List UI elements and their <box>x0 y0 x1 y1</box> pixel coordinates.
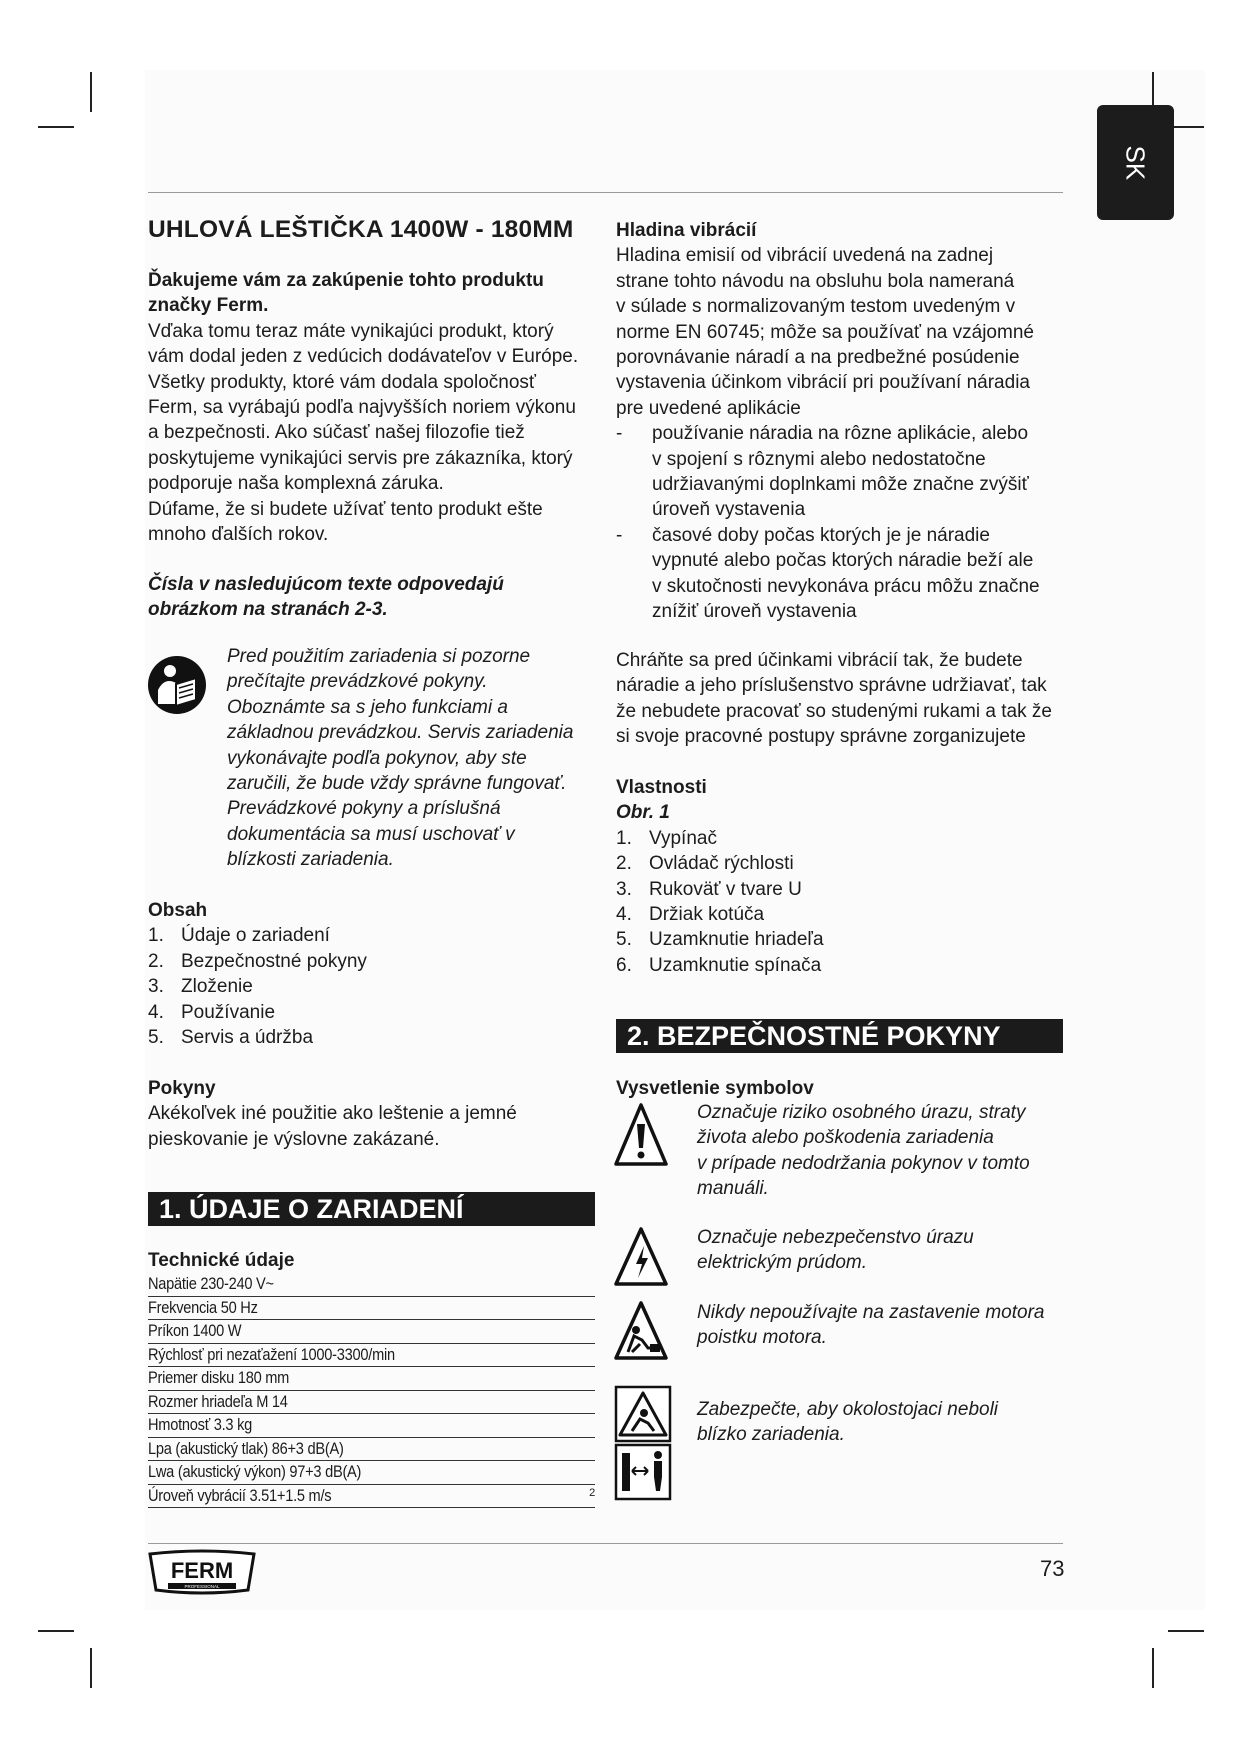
table-cell: Úroveň vybrácií 3.51+1.5 m/s <box>148 1485 332 1505</box>
manual-note-line: blízkosti zariadenia. <box>227 849 394 871</box>
bullet-item <box>616 421 1086 523</box>
table-row <box>148 1320 595 1344</box>
table-cell: Hmotnosť 3.3 kg <box>148 1415 253 1434</box>
list-item <box>148 1000 608 1025</box>
symbol-line: Označuje nebezpečenstvo úrazu <box>697 1227 974 1248</box>
table-row <box>148 1273 595 1297</box>
symbol-line: Nikdy nepoužívajte na zastavenie motora <box>697 1302 1045 1323</box>
bullet-line: časové doby počas ktorých je je náradie <box>652 524 990 546</box>
table-row <box>148 1438 595 1462</box>
table-cell: Priemer disku 180 mm <box>148 1368 290 1387</box>
item-number: 6. <box>616 954 632 976</box>
item-text: Používanie <box>181 1001 276 1023</box>
pokyny-heading: Pokyny <box>148 1078 216 1099</box>
manual-note-line: vykonávajte podľa pokynov, aby ste <box>227 747 527 769</box>
manual-note-line: Pred použitím zariadenia si pozorne <box>227 646 531 667</box>
bullet-item <box>616 523 1086 625</box>
table-cell: Frekvencia 50 Hz <box>148 1297 258 1317</box>
motor-lock-warning-icon <box>614 1300 668 1362</box>
manual-note <box>227 644 607 873</box>
symbol-line: Zabezpečte, aby okolostojaci neboli <box>697 1399 999 1420</box>
bullet-line: vypnuté alebo počas ktorých náradie beží ale <box>652 550 1034 572</box>
item-text: Servis a údržba <box>181 1027 314 1049</box>
intro-line: podporuje naša komplexná záruka. <box>148 473 444 495</box>
vibration-line: norme EN 60745; môže sa používať na vzájomné <box>616 321 1034 343</box>
numbers-note-line: Čísla v nasledujúcom texte odpovedajú <box>148 574 504 595</box>
bullet-line: úroveň vystavenia <box>652 499 806 521</box>
table-cell: Lwa (akustický výkon) 97+3 dB(A) <box>148 1462 362 1481</box>
manual-note-line: zaručili, že bude vždy správne fungovať. <box>227 773 567 795</box>
crop-mark <box>1168 1630 1204 1632</box>
list-item <box>616 851 1086 876</box>
contents-heading: Obsah <box>148 900 208 921</box>
intro-line: poskytujeme vynikajúci servis pre zákazníka, ktorý <box>148 447 573 469</box>
list-item <box>616 902 1086 927</box>
item-number: 2. <box>616 853 632 875</box>
table-row <box>148 1414 595 1438</box>
vibration-line: porovnávanie náradí a na predbežné posúdenie <box>616 347 1020 369</box>
crop-mark <box>90 1648 92 1688</box>
bullet-dash: - <box>616 524 623 546</box>
item-text: Rukoväť v tvare U <box>649 878 802 900</box>
list-item <box>148 949 608 974</box>
table-row <box>148 1297 595 1321</box>
vibration-line: pre uvedené aplikácie <box>616 397 801 419</box>
item-number: 5. <box>148 1027 164 1049</box>
manual-note-line: prečítajte prevádzkové pokyny. <box>227 671 488 693</box>
section-2-band: 2. BEZPEČNOSTNÉ POKYNY <box>616 1019 1063 1053</box>
intro-line: Dúfame, že si budete užívať tento produkt ešte <box>148 498 543 520</box>
bullet-line: udržiavanými doplnkami môže značne zvýšiť <box>652 474 1029 496</box>
electric-shock-icon <box>614 1226 668 1288</box>
bullet-line: v spojení s rôznymi alebo nedostatočne <box>652 448 986 470</box>
table-row <box>148 1391 595 1415</box>
item-number: 2. <box>148 950 164 972</box>
page-title: UHLOVÁ LEŠTIČKA 1400W - 180MM <box>148 216 574 243</box>
list-item <box>148 923 608 948</box>
crop-mark <box>38 126 74 128</box>
manual-note-line: základnou prevádzkou. Servis zariadenia <box>227 722 574 744</box>
logo-subtext: PROFESSIONAL <box>184 1584 220 1589</box>
features-heading: Vlastnosti <box>616 777 707 798</box>
contents <box>148 898 608 1050</box>
numbers-note-line: obrázkom na stranách 2-3. <box>148 599 388 621</box>
vibration-protect <box>616 648 1096 750</box>
item-text: Ovládač rýchlosti <box>649 853 794 875</box>
pokyny-line: Akékoľvek iné použitie ako leštenie a jemné <box>148 1103 517 1125</box>
intro-line: mnoho ďalších rokov. <box>148 524 329 546</box>
read-manual-icon <box>146 654 208 716</box>
crop-mark <box>38 1630 74 1632</box>
numbers-note <box>148 572 608 623</box>
keep-bystanders-away-icon <box>614 1385 672 1501</box>
vibration-line: v súlade s normalizovaným testom uvedeným v <box>616 296 1016 318</box>
bullet-line: používanie náradia na rôzne aplikácie, alebo <box>652 423 1029 445</box>
list-item <box>148 974 608 999</box>
intro-heading-1: Ďakujeme vám za zakúpenie tohto produktu <box>148 270 544 291</box>
item-number: 1. <box>616 827 632 849</box>
bullet-line: znížiť úroveň vystavenia <box>652 601 857 623</box>
protect-line: si svoje pracovné postupy správne zorganizujete <box>616 726 1026 748</box>
symbol-1-text <box>697 1100 1097 1202</box>
tech-table <box>148 1273 595 1508</box>
protect-line: náradie a jeho príslušenstvo správne udržiavať, tak <box>616 675 1047 697</box>
pokyny-line: pieskovanie je výslovne zakázané. <box>148 1128 440 1150</box>
symbol-line: Označuje riziko osobného úrazu, straty <box>697 1102 1026 1123</box>
symbol-line: v prípade nedodržania pokynov v tomto <box>697 1152 1030 1174</box>
table-row <box>148 1485 595 1509</box>
table-cell: Napätie 230-240 V~ <box>148 1274 274 1293</box>
intro-line: Vďaka tomu teraz máte vynikajúci produkt, ktorý <box>148 320 554 342</box>
symbols-heading: Vysvetlenie symbolov <box>616 1078 814 1099</box>
intro-heading-2: značky Ferm. <box>148 295 269 317</box>
intro-line: vám dodal jeden z vedúcich dodávateľov v Európe. <box>148 346 579 368</box>
table-row <box>148 1367 595 1391</box>
table-cell: Príkon 1400 W <box>148 1321 242 1340</box>
language-tab: SK <box>1097 105 1174 220</box>
vibration-line: Hladina emisií od vibrácií uvedená na zadnej <box>616 245 994 267</box>
item-text: Držiak kotúča <box>649 904 765 926</box>
item-text: Zloženie <box>181 976 253 998</box>
item-text: Údaje o zariadení <box>181 925 330 947</box>
ferm-logo <box>148 1548 256 1596</box>
tech-heading: Technické údaje <box>148 1250 295 1271</box>
table-cell: Lpa (akustický tlak) 86+3 dB(A) <box>148 1438 344 1458</box>
vibration <box>616 218 1086 625</box>
item-number: 1. <box>148 925 164 947</box>
item-number: 4. <box>616 904 632 926</box>
crop-mark <box>1152 1648 1154 1688</box>
bullet-dash: - <box>616 423 623 445</box>
protect-line: že nebudete pracovať so studenými rukami a tak že <box>616 700 1052 722</box>
item-number: 3. <box>616 878 632 900</box>
list-item <box>616 826 1086 851</box>
bullet-line: v skutočnosti nevykonáva prácu môžu značne <box>652 575 1040 597</box>
list-item <box>616 877 1086 902</box>
symbol-4-text <box>697 1397 1097 1448</box>
top-rule <box>148 192 1063 193</box>
symbol-2-text <box>697 1225 1097 1276</box>
table-row <box>148 1344 595 1368</box>
manual-note-line: Oboznámte sa s jeho funkciami a <box>227 696 508 718</box>
superscript: 2 <box>589 1486 595 1499</box>
symbol-3-text <box>697 1300 1097 1351</box>
item-number: 3. <box>148 976 164 998</box>
logo-text: FERM <box>170 1558 234 1583</box>
page-number: 73 <box>1040 1556 1065 1581</box>
vibration-line: vystavenia účinkom vibrácií pri používaní náradia <box>616 372 1030 394</box>
list-item <box>616 927 1086 952</box>
intro-line: Ferm, sa vyrábajú podľa najvyšších noriem výkonu <box>148 397 576 419</box>
symbol-line: života alebo poškodenia zariadenia <box>697 1127 994 1149</box>
item-text: Uzamknutie hriadeľa <box>649 929 824 951</box>
features-figure-ref: Obr. 1 <box>616 802 670 824</box>
table-row <box>148 1461 595 1485</box>
manual-note-line: dokumentácia sa musí uschovať v <box>227 823 515 845</box>
protect-line: Chráňte sa pred účinkami vibrácií tak, že budete <box>616 650 1023 671</box>
features <box>616 775 1086 978</box>
crop-mark <box>90 72 92 112</box>
intro <box>148 268 608 547</box>
item-number: 4. <box>148 1001 164 1023</box>
manual-note-line: Prevádzkové pokyny a príslušná <box>227 798 501 820</box>
item-text: Uzamknutie spínača <box>649 954 822 976</box>
list-item <box>148 1025 608 1050</box>
vibration-line: strane tohto návodu na obsluhu bola nameraná <box>616 270 1015 292</box>
symbol-line: manuáli. <box>697 1178 769 1200</box>
item-text: Bezpečnostné pokyny <box>181 950 367 972</box>
vibration-heading: Hladina vibrácií <box>616 220 757 241</box>
list-item <box>616 953 1086 978</box>
intro-line: a bezpečnosti. Ako súčasť našej filozofie tiež <box>148 422 525 444</box>
pokyny <box>148 1076 608 1152</box>
symbol-line: blízko zariadenia. <box>697 1424 845 1446</box>
bottom-rule <box>148 1543 1063 1544</box>
table-cell: Rozmer hriadeľa M 14 <box>148 1391 288 1411</box>
section-1-band: 1. ÚDAJE O ZARIADENÍ <box>148 1192 595 1226</box>
table-cell: Rýchlosť pri nezaťažení 1000-3300/min <box>148 1344 395 1364</box>
symbol-line: elektrickým prúdom. <box>697 1252 867 1274</box>
item-number: 5. <box>616 929 632 951</box>
intro-line: Všetky produkty, ktoré vám dodala spoločnosť <box>148 371 537 393</box>
warning-icon <box>614 1102 668 1168</box>
item-text: Vypínač <box>649 827 717 849</box>
symbol-line: poistku motora. <box>697 1327 827 1349</box>
